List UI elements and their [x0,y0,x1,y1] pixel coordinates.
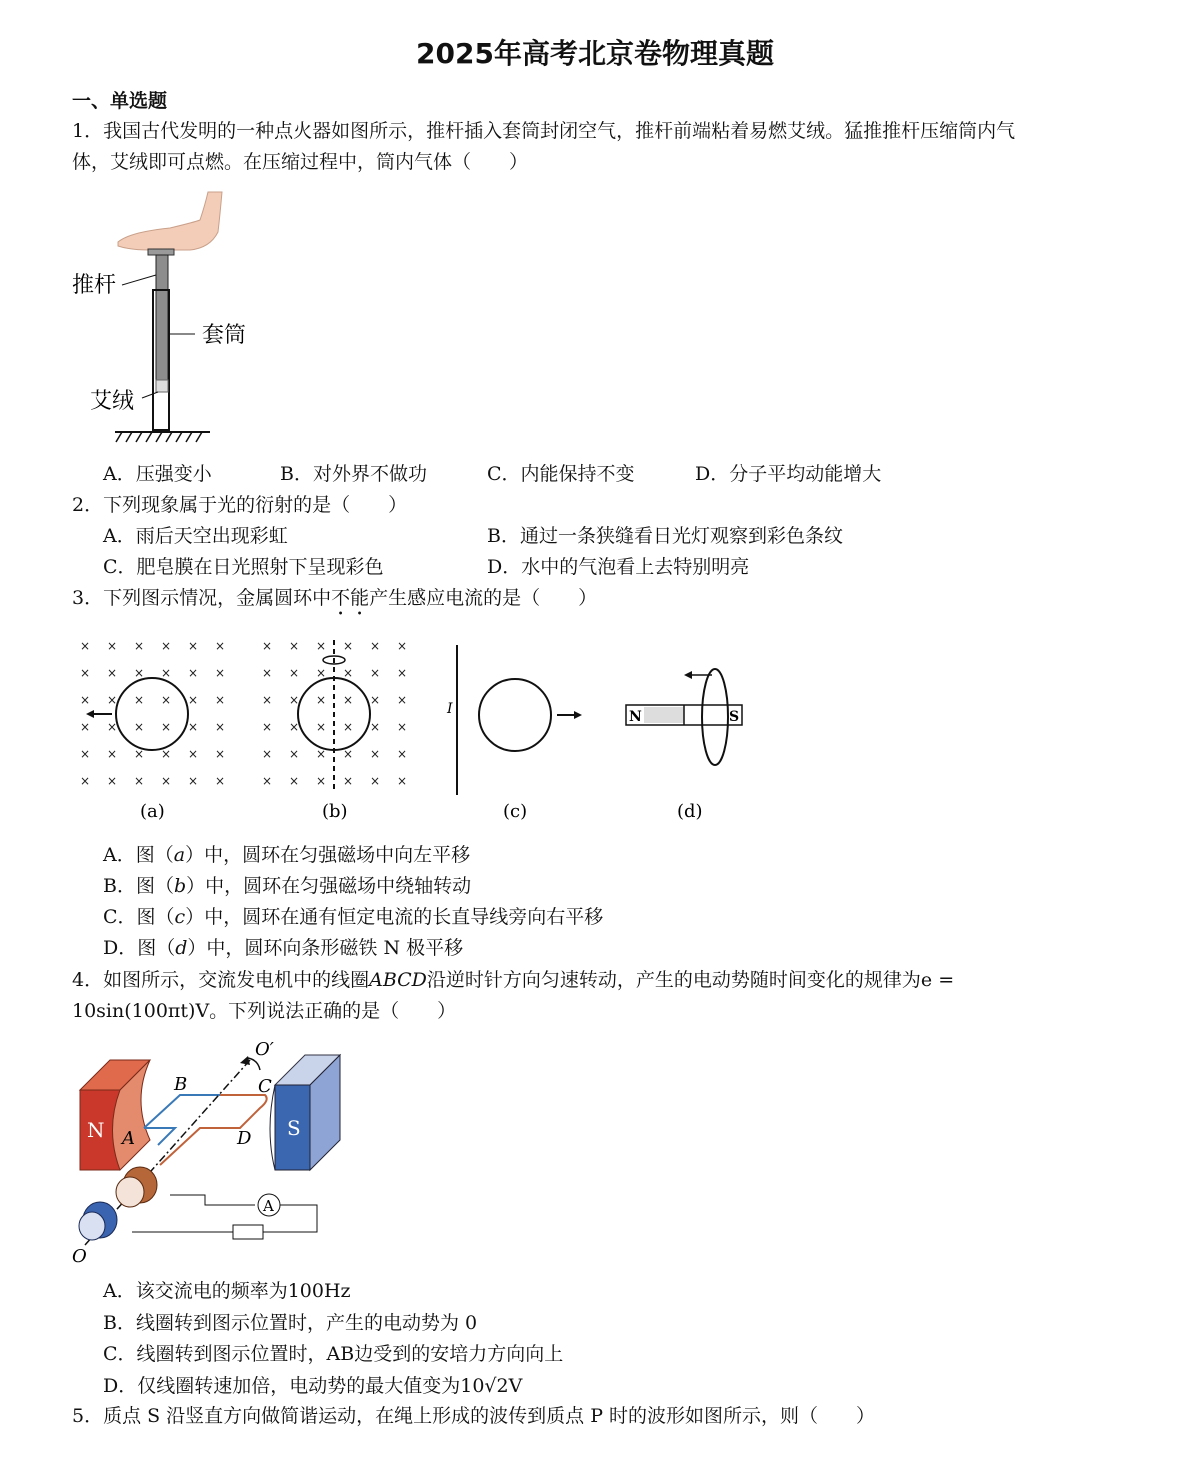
svg-text:×: × [262,720,273,734]
svg-text:×: × [80,720,91,734]
q2-option-c: C．肥皂膜在日光照射下呈现彩色 [103,556,384,578]
q4-figure-generator [60,1030,360,1270]
q4-stem-line1: 4．如图所示，交流发电机中的线圈ABCD沿逆时针方向匀速转动，产生的电动势随时间变化的规律为e = [72,969,955,991]
label-a: A [122,1128,135,1149]
svg-text:×: × [343,666,354,680]
svg-text:×: × [316,693,327,707]
svg-text:×: × [107,639,118,653]
q3-stem-part1: 3．下列图示情况，金属圆环中 [72,587,332,609]
svg-text:×: × [161,666,172,680]
svg-text:×: × [262,747,273,761]
svg-text:×: × [161,720,172,734]
svg-text:×: × [289,774,300,788]
svg-text:×: × [107,693,118,707]
q1-stem-line2: 体，艾绒即可点燃。在压缩过程中，筒内气体（ ） [72,151,529,173]
svg-text:×: × [107,774,118,788]
magnet-s-label: S [729,709,740,725]
svg-text:×: × [316,720,327,734]
q3-option-c: C．图（c）中，圆环在通有恒定电流的长直导线旁向右平移 [103,906,604,928]
svg-text:×: × [161,774,172,788]
svg-text:×: × [397,666,408,680]
svg-text:×: × [107,720,118,734]
svg-text:×: × [134,666,145,680]
q1-figure-igniter [60,180,320,450]
q4-option-c: C．线圈转到图示位置时，AB边受到的安培力方向向上 [103,1343,564,1365]
q1-option-d: D．分子平均动能增大 [695,463,882,485]
svg-text:×: × [80,774,91,788]
q4-option-b: B．线圈转到图示位置时，产生的电动势为 0 [103,1312,478,1334]
svg-text:×: × [134,639,145,653]
svg-text:×: × [370,720,381,734]
svg-text:×: × [262,639,273,653]
svg-text:×: × [289,720,300,734]
svg-text:×: × [316,639,327,653]
q2-option-d: D．水中的气泡看上去特别明亮 [487,556,750,578]
svg-text:×: × [262,774,273,788]
magnet-n-label: N [629,709,642,725]
section-heading: 一、单选题 [72,90,168,112]
q3-figures [60,625,760,830]
label-rod: 推杆 [72,273,117,298]
svg-text:×: × [188,666,199,680]
svg-text:×: × [215,747,226,761]
svg-text:×: × [188,693,199,707]
svg-text:×: × [215,774,226,788]
svg-text:×: × [289,693,300,707]
q4-option-a: A．该交流电的频率为100Hz [103,1280,351,1302]
caption-b: (b) [322,801,348,822]
ammeter-label: A [263,1197,274,1215]
svg-text:×: × [343,639,354,653]
svg-text:×: × [161,693,172,707]
svg-text:×: × [215,720,226,734]
svg-text:×: × [107,747,118,761]
svg-text:×: × [343,747,354,761]
current-label: I [447,701,453,717]
svg-text:×: × [134,720,145,734]
q1-stem-line1: 1．我国古代发明的一种点火器如图所示，推杆插入套筒封闭空气，推杆前端粘着易燃艾绒。猛推推杆压缩筒内气 [72,120,1016,142]
svg-text:×: × [397,639,408,653]
caption-c: (c) [503,801,528,822]
q2-option-b: B．通过一条狭缝看日光灯观察到彩色条纹 [487,525,843,547]
svg-text:×: × [316,774,327,788]
q4-option-d: D．仅线圈转速加倍，电动势的最大值变为10√2V [103,1375,523,1397]
svg-text:×: × [188,639,199,653]
svg-text:×: × [134,774,145,788]
svg-text:×: × [343,693,354,707]
magnet-n-label: N [87,1118,105,1142]
label-moxa: 艾绒 [90,389,135,414]
label-sleeve: 套筒 [202,323,247,348]
svg-text:×: × [343,720,354,734]
svg-text:×: × [107,666,118,680]
q3-stem-part2: 产生感应电流的是（ ） [369,587,598,609]
svg-text:×: × [188,720,199,734]
svg-text:×: × [397,747,408,761]
q1-option-a: A．压强变小 [103,463,212,485]
svg-text:×: × [188,747,199,761]
svg-text:×: × [134,693,145,707]
q1-option-b: B．对外界不做功 [280,463,427,485]
svg-text:×: × [161,639,172,653]
q3-stem-emphasis: 不能 [331,587,370,609]
label-o-prime: O′ [255,1039,274,1060]
label-b: B [174,1074,188,1095]
svg-text:×: × [316,747,327,761]
q3-option-b: B．图（b）中，圆环在匀强磁场中绕轴转动 [103,875,472,897]
svg-text:×: × [370,774,381,788]
q1-option-c: C．内能保持不变 [487,463,635,485]
q3-stem [72,585,597,620]
svg-text:×: × [289,747,300,761]
svg-text:×: × [370,747,381,761]
svg-text:×: × [215,693,226,707]
svg-text:×: × [370,693,381,707]
svg-text:×: × [397,720,408,734]
q3-option-a: A．图（a）中，圆环在匀强磁场中向左平移 [103,844,471,866]
svg-text:×: × [80,747,91,761]
svg-text:×: × [316,666,327,680]
svg-text:×: × [80,639,91,653]
q2-stem: 2．下列现象属于光的衍射的是（ ） [72,494,408,516]
svg-text:×: × [215,639,226,653]
svg-text:×: × [397,774,408,788]
svg-text:×: × [134,747,145,761]
svg-text:×: × [80,693,91,707]
svg-text:×: × [370,639,381,653]
label-d: D [237,1128,252,1149]
svg-text:×: × [289,639,300,653]
svg-text:×: × [289,666,300,680]
q4-stem-line2: 10sin(100πt)V。下列说法正确的是（ ） [72,1000,457,1022]
svg-text:×: × [343,774,354,788]
q2-option-a: A．雨后天空出现彩虹 [103,525,288,547]
q5-stem: 5．质点 S 沿竖直方向做简谐运动，在绳上形成的波传到质点 P 时的波形如图所示，则（ ） [72,1405,876,1427]
svg-text:×: × [80,666,91,680]
q3-option-d: D．图（d）中，圆环向条形磁铁 N 极平移 [103,937,464,959]
label-c: C [258,1076,272,1097]
label-o: O [72,1246,87,1267]
svg-text:×: × [262,666,273,680]
svg-text:×: × [397,693,408,707]
caption-a: (a) [140,801,165,822]
svg-text:×: × [215,666,226,680]
magnet-s-label: S [287,1116,301,1140]
svg-text:×: × [262,693,273,707]
page-title: 2025年高考北京卷物理真题 [416,37,774,70]
svg-text:×: × [188,774,199,788]
caption-d: (d) [677,801,703,822]
svg-text:×: × [370,666,381,680]
svg-text:×: × [161,747,172,761]
